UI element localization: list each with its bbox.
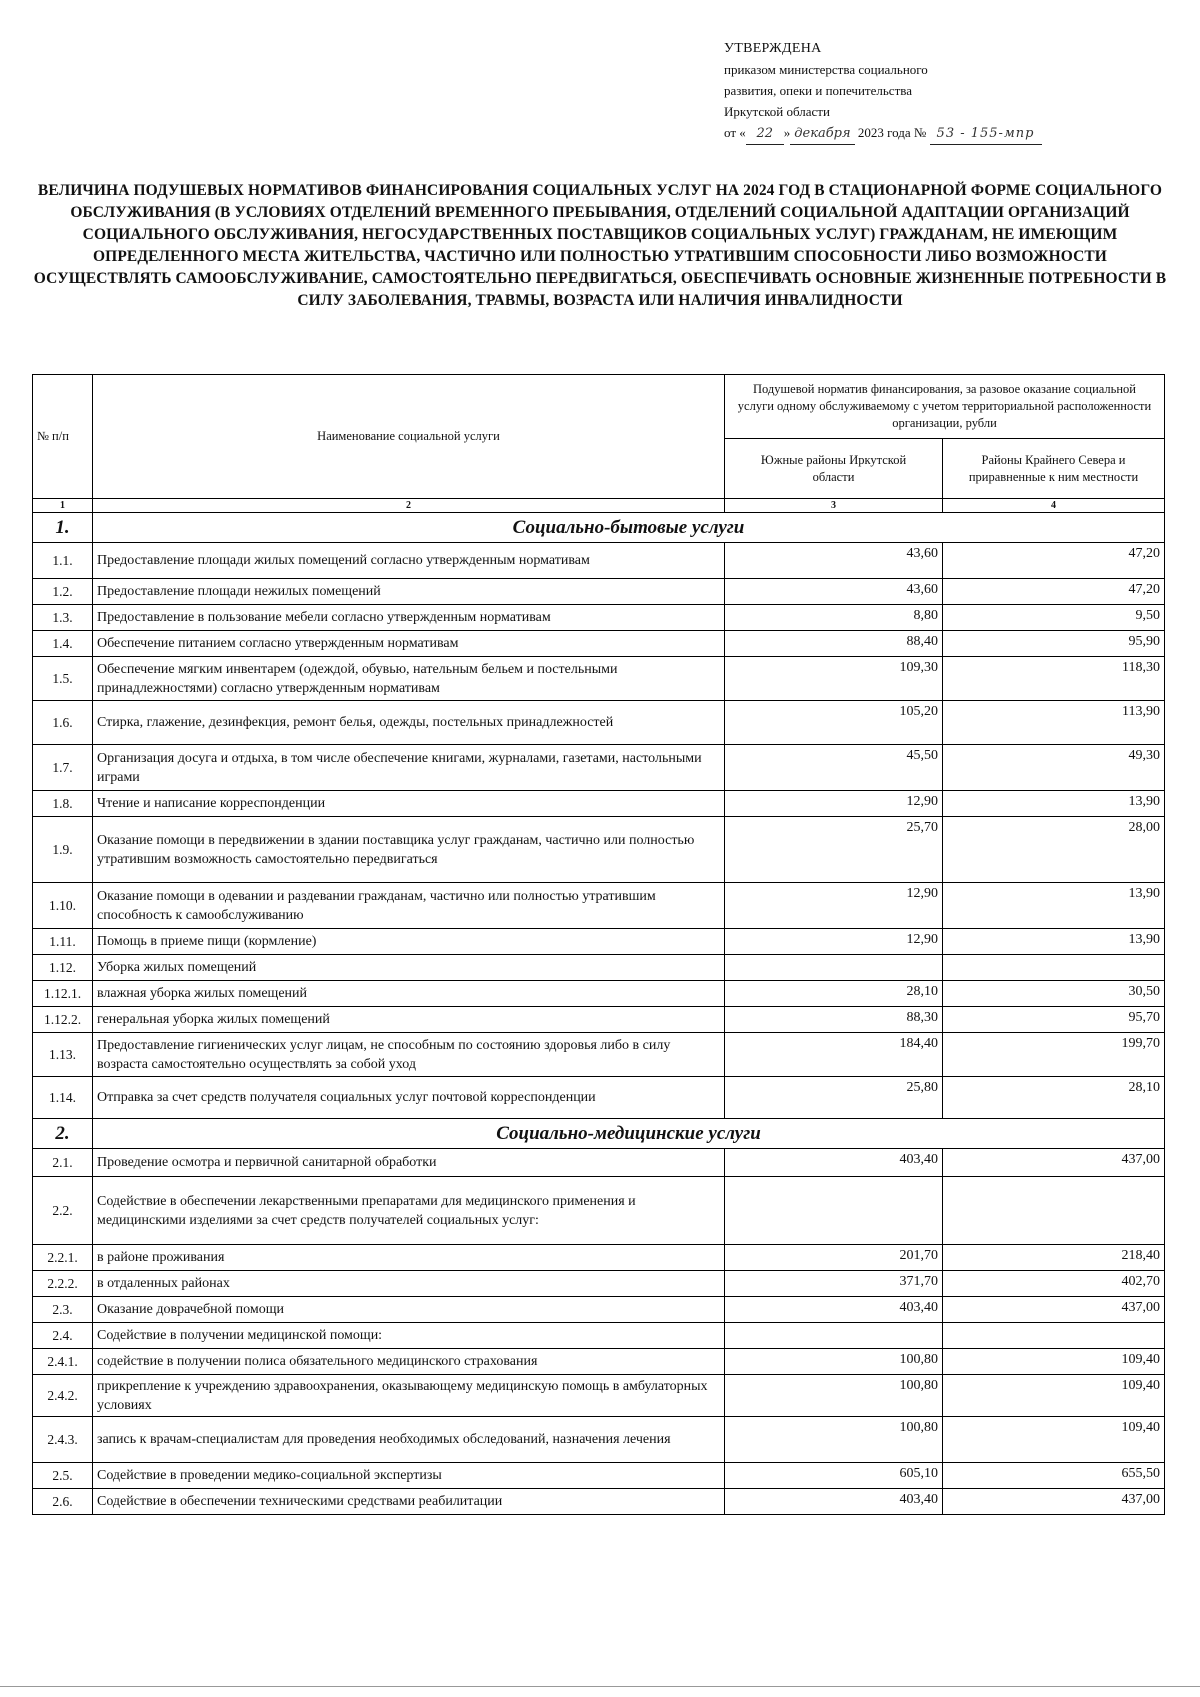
north-value: 402,70 (943, 1271, 1165, 1297)
section-title: Социально-бытовые услуги (93, 513, 1165, 543)
north-value: 47,20 (943, 579, 1165, 605)
service-name: Оказание доврачебной помощи (93, 1297, 725, 1323)
north-value (943, 955, 1165, 981)
south-value: 201,70 (725, 1245, 943, 1271)
south-value: 12,90 (725, 883, 943, 929)
approval-number: 53 - 155-мпр (930, 123, 1042, 145)
south-value: 25,80 (725, 1077, 943, 1119)
south-value: 371,70 (725, 1271, 943, 1297)
service-name: в отдаленных районах (93, 1271, 725, 1297)
section-title: Социально-медицинские услуги (93, 1119, 1165, 1149)
table-row (33, 1323, 1165, 1349)
table-row (33, 701, 1165, 745)
south-value: 25,70 (725, 817, 943, 883)
service-name: влажная уборка жилых помещений (93, 981, 725, 1007)
north-value: 437,00 (943, 1489, 1165, 1515)
north-value: 218,40 (943, 1245, 1165, 1271)
north-value: 49,30 (943, 745, 1165, 791)
service-name: Организация досуга и отдыха, в том числе обеспечение книгами, журналами, газетами, настольными играми (93, 745, 725, 791)
south-value: 403,40 (725, 1297, 943, 1323)
row-number: 1.11. (33, 929, 93, 955)
south-value: 100,80 (725, 1375, 943, 1417)
south-value (725, 955, 943, 981)
table-row (33, 1417, 1165, 1463)
north-value: 437,00 (943, 1149, 1165, 1177)
norms-table (32, 374, 1165, 1515)
north-value: 9,50 (943, 605, 1165, 631)
row-number: 2.4.1. (33, 1349, 93, 1375)
row-number: 1.8. (33, 791, 93, 817)
row-number: 2.4. (33, 1323, 93, 1349)
south-value: 8,80 (725, 605, 943, 631)
table-row (33, 1489, 1165, 1515)
section-row (33, 1119, 1165, 1149)
north-value: 95,70 (943, 1007, 1165, 1033)
row-number: 1.12. (33, 955, 93, 981)
row-number: 1.9. (33, 817, 93, 883)
service-name: Предоставление площади нежилых помещений (93, 579, 725, 605)
north-value: 109,40 (943, 1375, 1165, 1417)
north-value: 655,50 (943, 1463, 1165, 1489)
row-number: 1.2. (33, 579, 93, 605)
table-row (33, 657, 1165, 701)
table-row (33, 1149, 1165, 1177)
service-name: Предоставление площади жилых помещений согласно утвержденным нормативам (93, 543, 725, 579)
table-row (33, 955, 1165, 981)
col-header-num: № п/п (33, 375, 93, 499)
service-name: Обеспечение мягким инвентарем (одеждой, обувью, нательным бельем и постельными принадлежностями) согласно утвержденным нормативам (93, 657, 725, 701)
section-number: 2. (33, 1119, 93, 1149)
approval-quote: » (783, 125, 791, 140)
row-number: 2.2.2. (33, 1271, 93, 1297)
service-name: Предоставление гигиенических услуг лицам, не способным по состоянию здоровья либо в силу возраста самостоятельно осуществлять за собой уход (93, 1033, 725, 1077)
table-row (33, 1375, 1165, 1417)
table-row (33, 817, 1165, 883)
service-name: Чтение и написание корреспонденции (93, 791, 725, 817)
north-value: 47,20 (943, 543, 1165, 579)
south-value (725, 1323, 943, 1349)
south-value: 88,40 (725, 631, 943, 657)
north-value: 28,00 (943, 817, 1165, 883)
south-value: 12,90 (725, 791, 943, 817)
service-name: генеральная уборка жилых помещений (93, 1007, 725, 1033)
north-value (943, 1177, 1165, 1245)
col-header-north: Районы Крайнего Севера и приравненные к ним местности (943, 439, 1165, 499)
service-name: Предоставление в пользование мебели согласно утвержденным нормативам (93, 605, 725, 631)
service-name: Содействие в получении медицинской помощи: (93, 1323, 725, 1349)
south-value: 100,80 (725, 1417, 943, 1463)
page-bottom-rule (0, 1686, 1200, 1687)
north-value: 113,90 (943, 701, 1165, 745)
north-value: 13,90 (943, 883, 1165, 929)
row-number: 1.4. (33, 631, 93, 657)
north-value: 437,00 (943, 1297, 1165, 1323)
table-row (33, 1007, 1165, 1033)
section-row (33, 513, 1165, 543)
table-row (33, 1033, 1165, 1077)
row-number: 2.5. (33, 1463, 93, 1489)
section-number: 1. (33, 513, 93, 543)
service-name: Обеспечение питанием согласно утвержденным нормативам (93, 631, 725, 657)
row-number: 1.7. (33, 745, 93, 791)
north-value: 109,40 (943, 1349, 1165, 1375)
table-row (33, 1463, 1165, 1489)
service-name: Помощь в приеме пищи (кормление) (93, 929, 725, 955)
index-cell: 1 (33, 499, 93, 513)
approval-line: развития, опеки и попечительства (724, 83, 912, 98)
table-row (33, 1245, 1165, 1271)
approval-date-line (724, 122, 1042, 145)
table-row (33, 1271, 1165, 1297)
index-cell: 4 (943, 499, 1165, 513)
north-value: 13,90 (943, 791, 1165, 817)
table-row (33, 981, 1165, 1007)
service-name: запись к врачам-специалистам для проведения необходимых обследований, назначения лечения (93, 1417, 725, 1463)
service-name: Стирка, глажение, дезинфекция, ремонт белья, одежды, постельных принадлежностей (93, 701, 725, 745)
table-row (33, 1077, 1165, 1119)
north-value: 13,90 (943, 929, 1165, 955)
south-value: 88,30 (725, 1007, 943, 1033)
north-value: 109,40 (943, 1417, 1165, 1463)
south-value: 403,40 (725, 1149, 943, 1177)
row-number: 2.4.2. (33, 1375, 93, 1417)
row-number: 1.12.2. (33, 1007, 93, 1033)
row-number: 1.10. (33, 883, 93, 929)
approval-heading: УТВЕРЖДЕНА (724, 41, 822, 56)
service-name: Оказание помощи в одевании и раздевании гражданам, частично или полностью утратившим способность к самообслуживанию (93, 883, 725, 929)
row-number: 1.6. (33, 701, 93, 745)
approval-line: приказом министерства социального (724, 62, 928, 77)
col-header-south: Южные районы Иркутской области (725, 439, 943, 499)
north-value: 199,70 (943, 1033, 1165, 1077)
service-name: прикрепление к учреждению здравоохранения, оказывающему медицинскую помощь в амбулаторных условиях (93, 1375, 725, 1417)
index-cell: 2 (93, 499, 725, 513)
south-value: 605,10 (725, 1463, 943, 1489)
south-value (725, 1177, 943, 1245)
service-name: Отправка за счет средств получателя социальных услуг почтовой корреспонденции (93, 1077, 725, 1119)
row-number: 2.4.3. (33, 1417, 93, 1463)
south-value: 28,10 (725, 981, 943, 1007)
table-row (33, 745, 1165, 791)
service-name: Проведение осмотра и первичной санитарной обработки (93, 1149, 725, 1177)
row-number: 1.12.1. (33, 981, 93, 1007)
south-value: 100,80 (725, 1349, 943, 1375)
col-header-norm: Подушевой норматив финансирования, за разовое оказание социальной услуги одному обслуживаемому с учетом территориальной расположенности организации, рубли (725, 375, 1165, 439)
service-name: Содействие в обеспечении техническими средствами реабилитации (93, 1489, 725, 1515)
south-value: 184,40 (725, 1033, 943, 1077)
index-cell: 3 (725, 499, 943, 513)
table-row (33, 791, 1165, 817)
north-value (943, 1323, 1165, 1349)
south-value: 105,20 (725, 701, 943, 745)
row-number: 1.1. (33, 543, 93, 579)
row-number: 2.2. (33, 1177, 93, 1245)
south-value: 403,40 (725, 1489, 943, 1515)
document-title: ВЕЛИЧИНА ПОДУШЕВЫХ НОРМАТИВОВ ФИНАНСИРОВАНИЯ СОЦИАЛЬНЫХ УСЛУГ НА 2024 ГОД В СТАЦИОНАРНОЙ ФОРМЕ СОЦИАЛЬНОГО ОБСЛУЖИВАНИЯ (В УСЛОВИЯХ ОТДЕЛЕНИЙ ВРЕМЕННОГО ПРЕБЫВАНИЯ, ОТДЕЛЕНИЙ СОЦИАЛЬНОЙ АДАПТАЦИИ ОРГАНИЗАЦИЙ СОЦИАЛЬНОГО ОБСЛУЖИВАНИЯ, НЕГОСУДАРСТВЕННЫХ ПОСТАВЩИКОВ СОЦИАЛЬНЫХ УСЛУГ) ГРАЖДАНАМ, НЕ ИМЕЮЩИМ ОПРЕДЕЛЕННОГО МЕСТА ЖИТЕЛЬСТВА, ЧАСТИЧНО ИЛИ ПОЛНОСТЬЮ УТРАТИВШИМ СПОСОБНОСТИ ЛИБО ВОЗМОЖНОСТИ ОСУЩЕСТВЛЯТЬ САМООБСЛУЖИВАНИЕ, САМОСТОЯТЕЛЬНО ПЕРЕДВИГАТЬСЯ, ОБЕСПЕЧИВАТЬ ОСНОВНЫЕ ЖИЗНЕННЫЕ ПОТРЕБНОСТИ В СИЛУ ЗАБОЛЕВАНИЯ, ТРАВМЫ, ВОЗРАСТА ИЛИ НАЛИЧИЯ ИНВАЛИДНОСТИ (33, 182, 1167, 309)
approval-from-prefix: от « (724, 125, 746, 140)
north-value: 30,50 (943, 981, 1165, 1007)
north-value: 95,90 (943, 631, 1165, 657)
table-row (33, 579, 1165, 605)
col-header-name: Наименование социальной услуги (93, 375, 725, 499)
service-name: в районе проживания (93, 1245, 725, 1271)
table-row (33, 543, 1165, 579)
row-number: 1.14. (33, 1077, 93, 1119)
approval-stamp (724, 38, 1042, 145)
row-number: 2.3. (33, 1297, 93, 1323)
south-value: 12,90 (725, 929, 943, 955)
approval-year: 2023 года № (857, 125, 927, 140)
south-value: 109,30 (725, 657, 943, 701)
approval-month: декабря (790, 123, 854, 145)
table-row (33, 883, 1165, 929)
north-value: 118,30 (943, 657, 1165, 701)
table-row (33, 1349, 1165, 1375)
south-value: 45,50 (725, 745, 943, 791)
row-number: 2.1. (33, 1149, 93, 1177)
row-number: 2.2.1. (33, 1245, 93, 1271)
table-body (33, 513, 1165, 1515)
service-name: Содействие в обеспечении лекарственными препаратами для медицинского применения и медицинскими изделиями за счет средств получателей социальных услуг: (93, 1177, 725, 1245)
service-name: Оказание помощи в передвижении в здании поставщика услуг гражданам, частично или полностью утратившим возможность самостоятельно передвигаться (93, 817, 725, 883)
table-row (33, 1297, 1165, 1323)
row-number: 1.13. (33, 1033, 93, 1077)
service-name: содействие в получении полиса обязательного медицинского страхования (93, 1349, 725, 1375)
table-row (33, 1177, 1165, 1245)
service-name: Уборка жилых помещений (93, 955, 725, 981)
service-name: Содействие в проведении медико-социальной экспертизы (93, 1463, 725, 1489)
row-number: 1.5. (33, 657, 93, 701)
north-value: 28,10 (943, 1077, 1165, 1119)
table-row (33, 631, 1165, 657)
approval-day: 22 (746, 123, 784, 145)
row-number: 1.3. (33, 605, 93, 631)
table-row (33, 605, 1165, 631)
south-value: 43,60 (725, 579, 943, 605)
south-value: 43,60 (725, 543, 943, 579)
row-number: 2.6. (33, 1489, 93, 1515)
table-row (33, 929, 1165, 955)
approval-line: Иркутской области (724, 104, 830, 119)
